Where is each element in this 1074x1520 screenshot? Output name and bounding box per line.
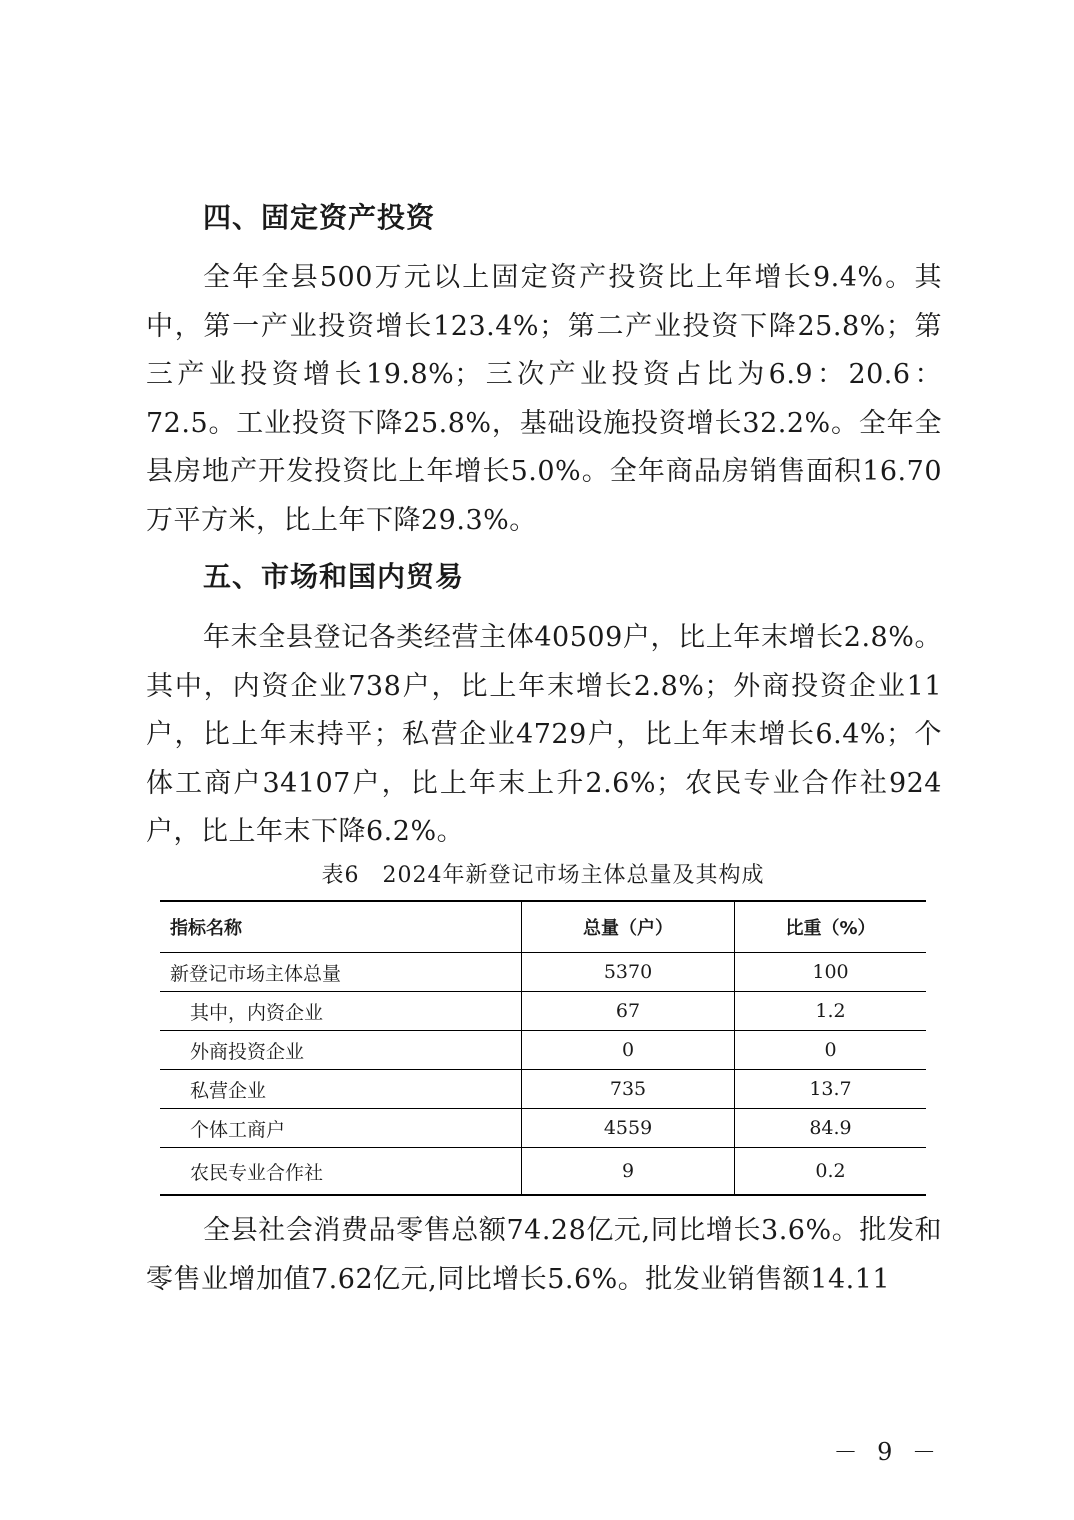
row-share: 13.7 bbox=[735, 1070, 927, 1109]
table-6 bbox=[160, 900, 926, 1196]
row-total: 5370 bbox=[522, 953, 735, 992]
market-entities-paragraph: 年末全县登记各类经营主体40509户，比上年末增长2.8%。其中，内资企业738户，比上年末增长2.8%；外商投资企业11户，比上年末持平；私营企业4729户，比上年末增长6.4%；个体工商户34107户，比上年末上升2.6%；农民专业合作社924户，比上年末下降6.2%。 bbox=[146, 622, 942, 848]
table-header-row bbox=[160, 901, 926, 953]
row-total: 0 bbox=[522, 1031, 735, 1070]
investment-paragraph: 全年全县500万元以上固定资产投资比上年增长9.4%。其中，第一产业投资增长123.4%；第二产业投资下降25.8%；第三产业投资增长19.8%；三次产业投资占比为6.9：20.6：72.5。工业投资下降25.8%，基础设施投资增长32.2%。全年全县房地产开发投资比上年增长5.0%。全年商品房销售面积16.70万平方米，比上年下降29.3%。 bbox=[146, 262, 942, 536]
row-label: 私营企业 bbox=[190, 1079, 267, 1102]
row-label: 其中，内资企业 bbox=[190, 1001, 324, 1024]
page-number: － 9 － bbox=[833, 1438, 942, 1466]
row-label: 新登记市场主体总量 bbox=[170, 962, 342, 985]
table-row bbox=[160, 1109, 926, 1148]
row-label: 外商投资企业 bbox=[190, 1040, 305, 1063]
row-label: 农民专业合作社 bbox=[190, 1161, 324, 1184]
table-row bbox=[160, 992, 926, 1031]
table-row bbox=[160, 1148, 926, 1196]
header-share: 比重（%） bbox=[735, 901, 927, 953]
table-row bbox=[160, 1070, 926, 1109]
table-6-caption: 表6 2024年新登记市场主体总量及其构成 bbox=[321, 863, 765, 888]
table-row bbox=[160, 953, 926, 992]
row-total: 67 bbox=[522, 992, 735, 1031]
row-total: 4559 bbox=[522, 1109, 735, 1148]
row-share: 1.2 bbox=[735, 992, 927, 1031]
header-indicator-name: 指标名称 bbox=[170, 918, 242, 939]
row-share: 0 bbox=[735, 1031, 927, 1070]
section-5-heading: 五、市场和国内贸易 bbox=[203, 560, 465, 593]
row-label: 个体工商户 bbox=[190, 1118, 286, 1141]
row-share: 84.9 bbox=[735, 1109, 927, 1148]
section-4-heading: 四、固定资产投资 bbox=[203, 201, 436, 234]
header-total: 总量（户） bbox=[522, 901, 735, 953]
row-total: 735 bbox=[522, 1070, 735, 1109]
row-share: 100 bbox=[735, 953, 927, 992]
row-share: 0.2 bbox=[735, 1148, 927, 1196]
retail-paragraph: 全县社会消费品零售总额74.28亿元,同比增长3.6%。批发和零售业增加值7.62亿元,同比增长5.6%。批发业销售额14.11 bbox=[146, 1215, 942, 1295]
row-total: 9 bbox=[522, 1148, 735, 1196]
table-row bbox=[160, 1031, 926, 1070]
